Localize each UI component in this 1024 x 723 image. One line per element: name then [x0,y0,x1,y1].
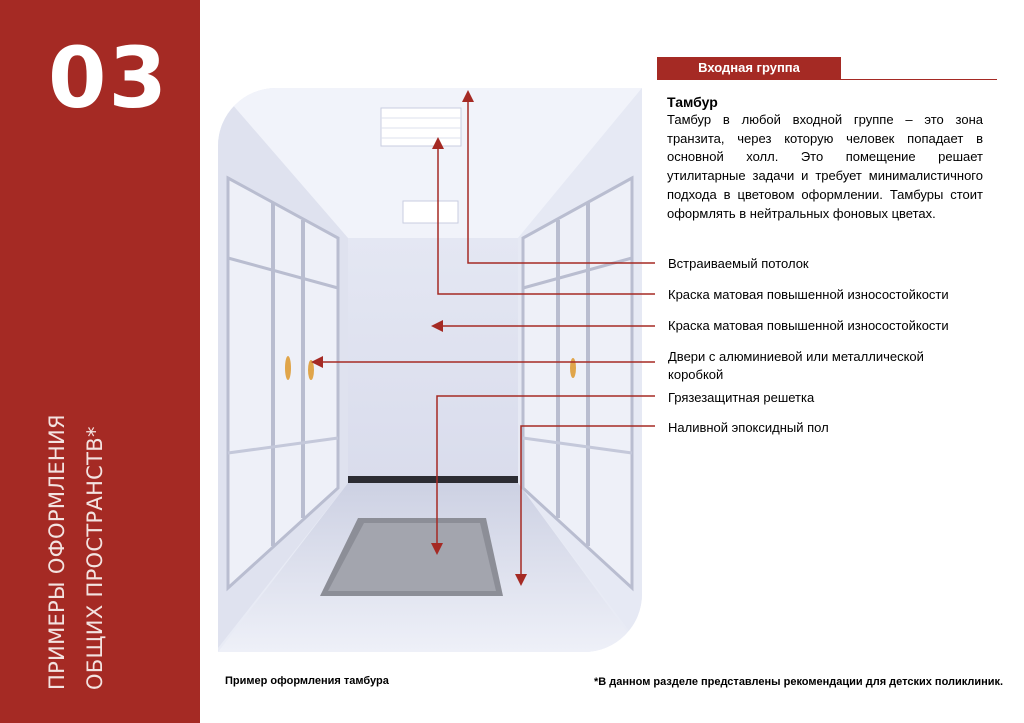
description [667,93,983,223]
section-header-label: Входная группа [657,57,841,79]
label-wall-paint-1: Краска матовая повышенной износостойкости [668,287,949,302]
label-ceiling: Встраиваемый потолок [668,256,809,271]
footnote: *В данном разделе представлены рекомендации для детских поликлиник. [594,676,1004,688]
description-title: Тамбур [667,94,718,110]
photo-caption: Пример оформления тамбура [225,675,389,687]
section-title-line-2: ОБЩИХ ПРОСТРАНСТВ* [83,426,107,690]
description-text: Тамбур в любой входной группе – это зона транзита, через которую человек попадает в основной холл. Это помещение решает утилитарные задачи и требует минималистичного подхода в цветовом оформлении. Тамбуры стоит оформлять в нейтральных фоновых цветах. [667,112,983,221]
section-title-line-1: ПРИМЕРЫ ОФОРМЛЕНИЯ [45,414,69,690]
label-dirt-grille: Грязезащитная решетка [668,390,815,405]
label-doors: Двери с алюминиевой или металлической коробкой [668,349,924,382]
label-floor: Наливной эпоксидный пол [668,420,829,435]
section-number: 03 [48,29,169,127]
label-wall-paint-2: Краска матовая повышенной износостойкости [668,318,949,333]
